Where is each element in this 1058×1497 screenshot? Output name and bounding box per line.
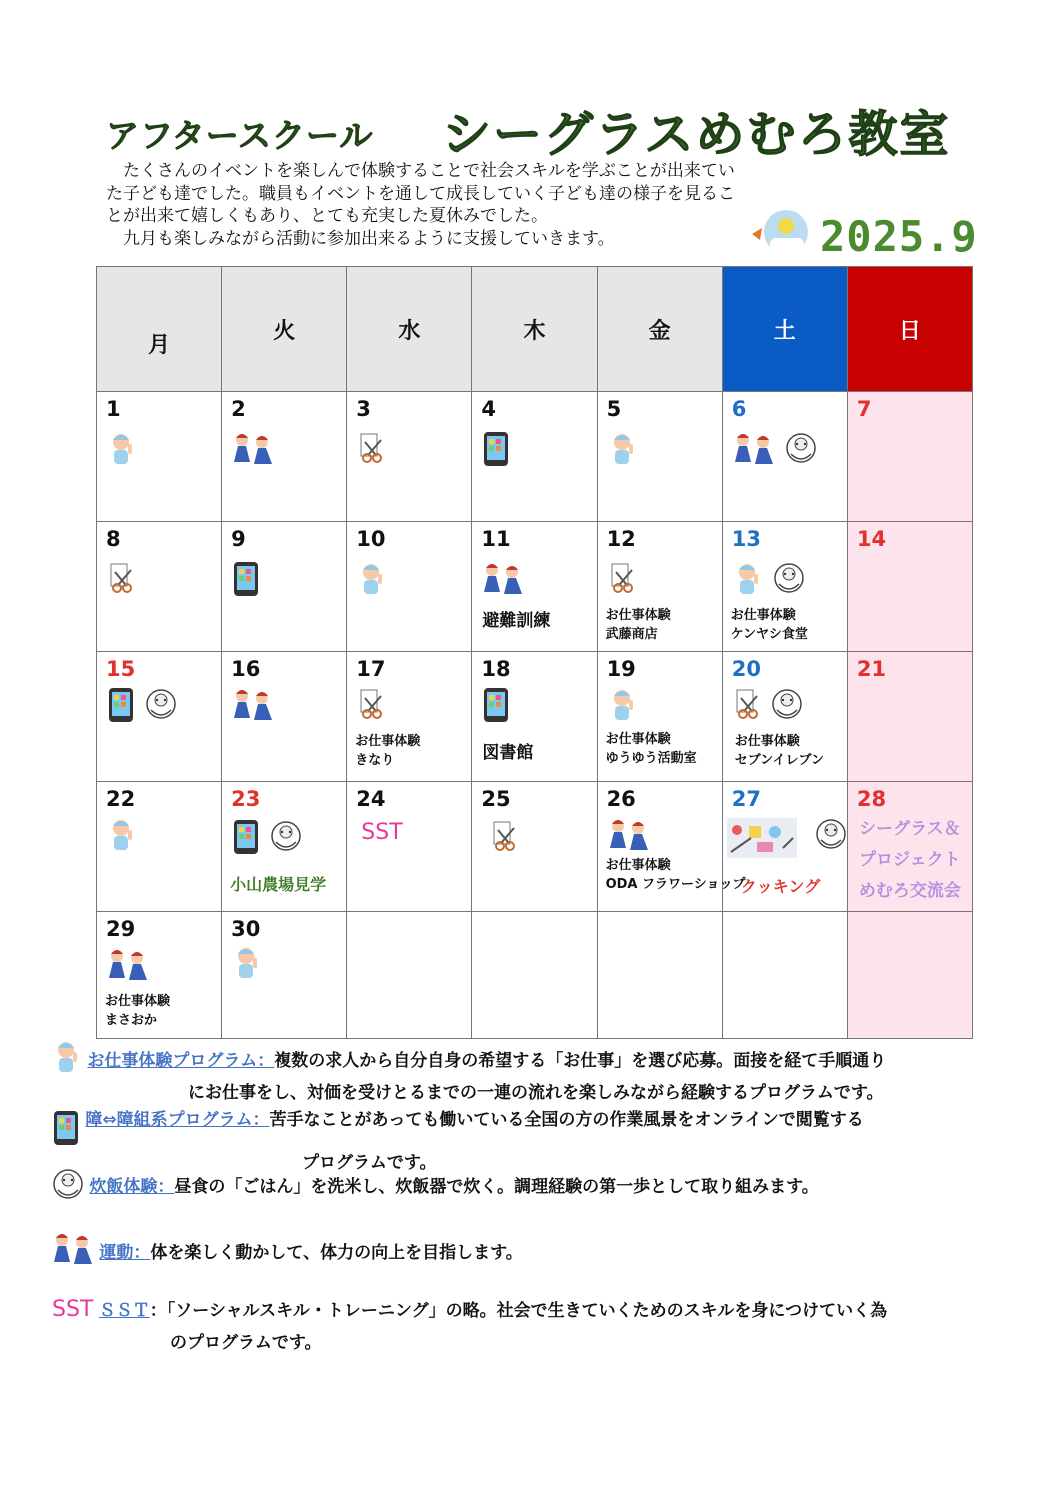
intro-text (106, 160, 786, 250)
day-number: 28 (856, 787, 887, 811)
day-number: 19 (606, 657, 636, 681)
tablet-icon (232, 562, 260, 598)
exercise-icon (232, 432, 274, 466)
legend-sst-text: のプログラムです。 (170, 1333, 322, 1353)
event-label: 小山農場見学 (230, 875, 327, 894)
event-note-line: お仕事体験 (734, 734, 800, 749)
work-program-icon (107, 818, 137, 852)
day-number: 12 (606, 527, 636, 551)
rice-cooking-icon (270, 820, 302, 852)
day-cell (347, 522, 472, 652)
day-cell (222, 522, 347, 652)
work-program-icon (107, 432, 137, 466)
event-label: クッキング (740, 877, 821, 896)
rice-cooking-icon (815, 818, 847, 850)
day-number: 24 (356, 787, 386, 811)
day-number: 18 (481, 657, 511, 681)
day-cell-empty (347, 912, 472, 1039)
rice-cooking-icon (52, 1168, 84, 1200)
legend-sst (52, 1294, 887, 1359)
weekday-sat: 土 (722, 267, 847, 392)
event-line: プロジェクト (859, 850, 961, 870)
day-number: 23 (231, 787, 261, 811)
sst-label: SST (361, 820, 403, 845)
rice-cooking-icon (773, 562, 805, 594)
exercise-icon (232, 688, 274, 722)
day-cell (472, 652, 597, 782)
legend-rice-label: 炊飯体験： (89, 1177, 175, 1197)
moon-night-icon (748, 208, 814, 258)
event-line: シーグラス＆ (859, 819, 961, 839)
event-note (105, 992, 170, 1030)
work-program-icon (608, 688, 638, 722)
legend-work-label: お仕事体験プログラム： (87, 1051, 275, 1071)
rice-cooking-icon (785, 432, 817, 464)
day-cell (847, 522, 972, 652)
subtitle: アフタースクール (106, 116, 374, 155)
day-number: 10 (356, 527, 386, 551)
intro-line: た子ども達でした。職員もイベントを通して成長していく子ども達の様子を見るこ (106, 183, 735, 204)
day-cell (722, 652, 847, 782)
event-note (731, 606, 808, 644)
weekday-wed: 水 (347, 267, 472, 392)
tablet-icon (232, 820, 260, 856)
day-cell (597, 522, 722, 652)
event-note-line: まさおか (105, 1013, 158, 1028)
event-note-line: お仕事体験 (355, 734, 421, 749)
day-cell (722, 392, 847, 522)
day-cell-empty (597, 912, 722, 1039)
legend-online-text: 苦手なことがあっても働いている全国の方の作業風景をオンラインで閲覧する (269, 1110, 864, 1130)
day-number: 15 (106, 657, 136, 681)
day-cell (472, 522, 597, 652)
day-cell (347, 782, 472, 912)
legend-rice (52, 1168, 819, 1203)
day-cell (847, 652, 972, 782)
legend-exercise-label: 運動： (99, 1243, 151, 1263)
event-note (355, 732, 420, 770)
event-note-line: お仕事体験 (730, 608, 796, 623)
day-cell (97, 912, 222, 1039)
event-note-line: お仕事体験 (605, 858, 671, 873)
day-number: 30 (231, 917, 261, 941)
work-program-icon (608, 432, 638, 466)
work-program-icon (52, 1040, 82, 1074)
day-number: 16 (231, 657, 261, 681)
exercise-icon (52, 1232, 94, 1266)
day-cell-empty (722, 912, 847, 1039)
work-craft-icon (733, 688, 761, 722)
day-cell (722, 782, 847, 912)
day-number: 21 (856, 657, 887, 681)
day-cell (472, 392, 597, 522)
event-note-line: お仕事体験 (605, 608, 671, 623)
event-note-line: きなり (355, 753, 395, 768)
event-note (606, 606, 671, 644)
event-label: 図書館 (482, 743, 534, 763)
work-craft-icon (490, 820, 518, 854)
work-program-icon (733, 562, 763, 596)
day-number: 22 (106, 787, 136, 811)
work-craft-icon (357, 688, 385, 722)
exercise-icon (482, 562, 524, 596)
exercise-icon (107, 948, 149, 982)
legend-rice-text: 昼食の「ごはん」を洗米し、炊飯器で炊く。調理経験の第一歩として取り組みます。 (174, 1177, 819, 1197)
exchange-event-label (850, 814, 970, 907)
work-craft-icon (107, 562, 135, 596)
sst-mark: SST (52, 1297, 94, 1322)
legend-sst-label: ＳＳＴ (98, 1301, 150, 1321)
day-number: 11 (481, 527, 511, 551)
work-program-icon (357, 562, 387, 596)
rice-cooking-icon (771, 688, 803, 720)
day-cell (97, 782, 222, 912)
work-craft-icon (357, 432, 385, 466)
tablet-icon (52, 1111, 80, 1147)
intro-line: たくさんのイベントを楽しんで体験することで社会スキルを学ぶことが出来てい (106, 161, 735, 181)
event-note (735, 732, 824, 770)
event-note-line: ゆうゆう活動室 (605, 751, 697, 766)
day-number: 3 (356, 397, 371, 421)
day-number: 26 (606, 787, 636, 811)
title-row (106, 96, 966, 163)
day-number: 27 (731, 787, 761, 811)
calendar-table (96, 266, 973, 1039)
day-number: 1 (106, 397, 121, 421)
day-number: 9 (231, 527, 246, 551)
legend-exercise-text: 体を楽しく動かして、体力の向上を目指します。 (150, 1243, 523, 1263)
day-number: 4 (481, 397, 497, 421)
day-cell (722, 522, 847, 652)
day-cell (597, 392, 722, 522)
day-cell (222, 912, 347, 1039)
exercise-icon (733, 432, 775, 466)
event-note-line: セブンイレブン (734, 753, 825, 768)
day-number: 25 (481, 787, 511, 811)
event-note-line: ODA フラワーショップ (605, 877, 746, 892)
day-number: 2 (231, 397, 246, 421)
legend-sst-text: ：「ソーシャルスキル・トレーニング」の略。社会で生きていくためのスキルを身につけていく為 (149, 1301, 888, 1321)
event-note-line: お仕事体験 (105, 994, 171, 1009)
event-note (606, 730, 697, 768)
day-number: 8 (106, 527, 121, 551)
legend-work-text: 複数の求人から自分自身の希望する「お仕事」を選び応募。面接を経て手順通り (274, 1051, 887, 1071)
day-cell (97, 522, 222, 652)
exercise-icon (608, 818, 650, 852)
day-cell (97, 652, 222, 782)
day-cell (847, 782, 972, 912)
day-number: 6 (731, 397, 747, 421)
tablet-icon (482, 688, 510, 724)
event-note-line: お仕事体験 (605, 732, 671, 747)
day-cell (847, 392, 972, 522)
day-cell-empty (472, 912, 597, 1039)
day-number: 13 (731, 527, 761, 551)
legend-exercise (52, 1232, 523, 1269)
event-note-line: ケンヤシ食堂 (730, 627, 808, 642)
weekday-sun: 日 (847, 267, 972, 392)
intro-line: とが出来て嬉しくもあり、とても充実した夏休みでした。 (106, 206, 548, 226)
day-cell (222, 392, 347, 522)
weekday-fri: 金 (597, 267, 722, 392)
legend-work-text: にお仕事をし、対価を受けとるまでの一連の流れを楽しみながら経験するプログラムです。 (188, 1083, 884, 1103)
tablet-icon (482, 432, 510, 468)
work-craft-icon (608, 562, 636, 596)
day-number: 20 (731, 657, 761, 681)
day-cell (347, 392, 472, 522)
day-number: 17 (356, 657, 386, 681)
rice-cooking-icon (145, 688, 177, 720)
day-cell (97, 392, 222, 522)
day-cell (222, 782, 347, 912)
work-program-icon (232, 946, 262, 980)
day-number: 5 (606, 397, 622, 421)
weekday-mon: 月 (97, 267, 222, 392)
tablet-icon (107, 688, 135, 724)
day-cell (347, 652, 472, 782)
year-month: 2025.9 (820, 212, 978, 261)
event-note-line: 武藤商店 (605, 627, 658, 642)
day-cell-empty (847, 912, 972, 1039)
day-number: 7 (856, 397, 872, 421)
legend-online-label: 障⇔障組系プログラム： (85, 1110, 270, 1130)
weekday-thu: 木 (472, 267, 597, 392)
intro-line: 九月も楽しみながら活動に参加出来るように支援していきます。 (106, 228, 615, 249)
day-number: 14 (856, 527, 887, 551)
day-cell (597, 652, 722, 782)
legend-online-text: プログラムです。 (302, 1153, 437, 1173)
cooking-icon (727, 818, 797, 858)
day-cell (472, 782, 597, 912)
day-number: 29 (106, 917, 136, 941)
legend-work (52, 1040, 886, 1109)
event-line: めむろ交流会 (858, 881, 961, 901)
day-cell (222, 652, 347, 782)
event-label: 避難訓練 (482, 611, 551, 631)
weekday-tue: 火 (222, 267, 347, 392)
page-title: シーグラスめむろ教室 (442, 106, 951, 163)
